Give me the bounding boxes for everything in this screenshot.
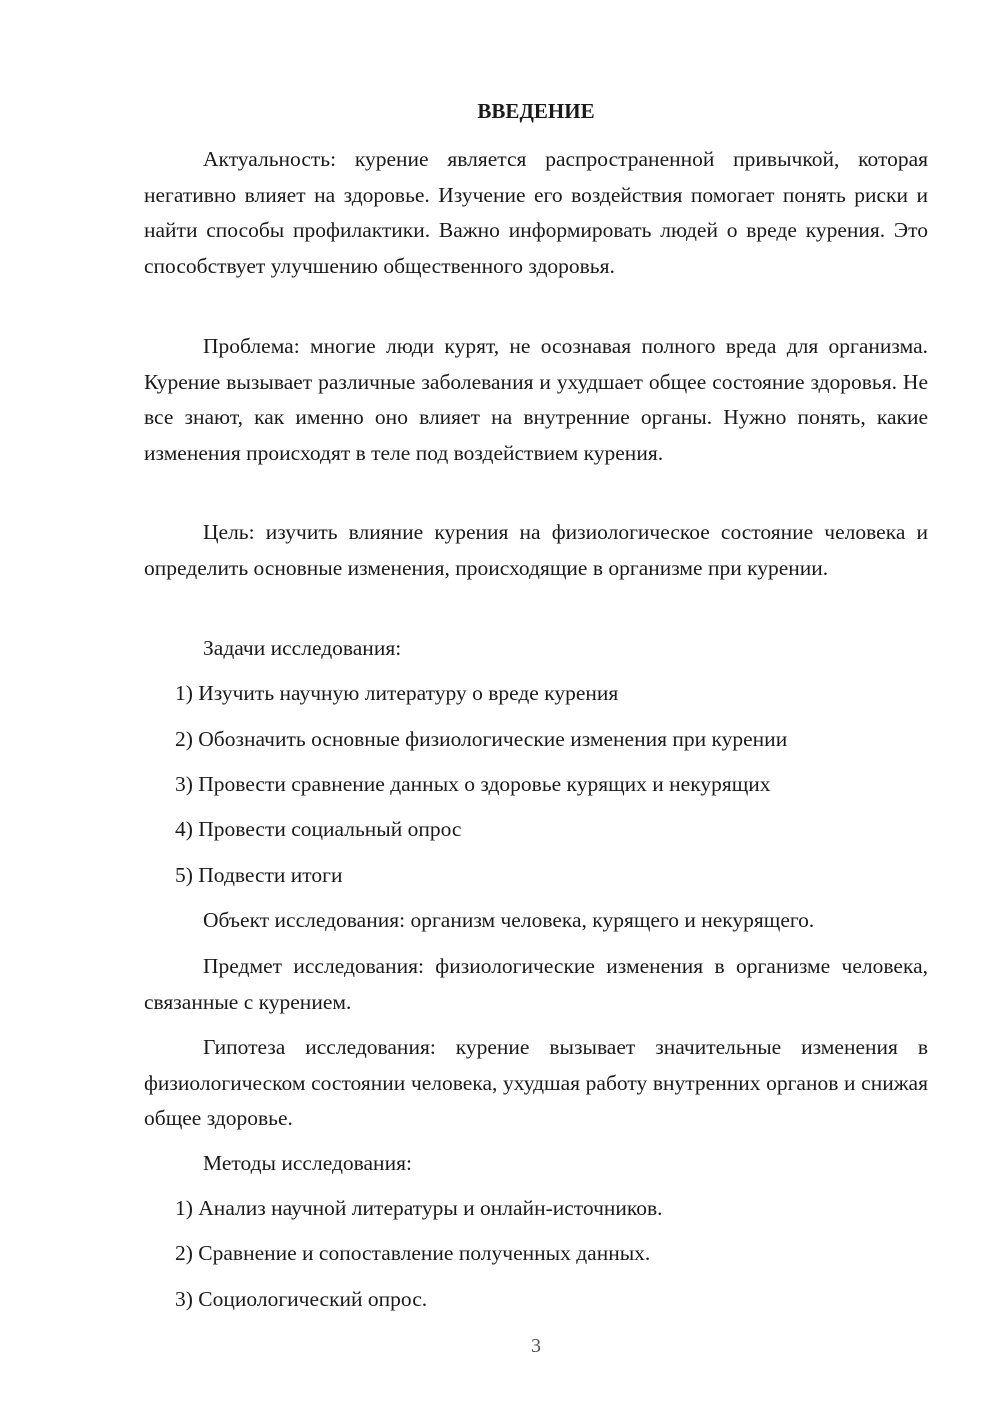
list-item: 2) Обозначить основные физиологические изменения при курении [175, 727, 788, 751]
page-title: ВВЕДЕНИЕ [477, 99, 595, 123]
list-item: 2) Сравнение и сопоставление полученных данных. [175, 1241, 651, 1265]
page-number: 3 [531, 1335, 541, 1357]
document-page [144, 0, 928, 1414]
list-item: 5) Подвести итоги [175, 863, 343, 887]
list-item: 3) Социологический опрос. [175, 1287, 428, 1311]
goal-paragraph: Цель: изучить влияние курения на физиологическое состояние человека и определить основные изменения, происходящие в организме при курении. [144, 520, 928, 580]
tasks-heading: Задачи исследования: [203, 636, 402, 660]
list-item: 1) Анализ научной литературы и онлайн-источников. [175, 1196, 663, 1220]
relevance-paragraph: Актуальность: курение является распространенной привычкой, которая негативно влияет на здоровье. Изучение его воздействия помогает понять риски и найти способы профилактики. Важно информировать людей о вреде курения. Это способствует улучшению общественного здоровья. [144, 147, 928, 278]
subject-paragraph: Предмет исследования: физиологические изменения в организме человека, связанные с курением. [144, 954, 928, 1014]
methods-heading: Методы исследования: [203, 1151, 412, 1175]
list-item: 4) Провести социальный опрос [175, 817, 462, 841]
object-paragraph: Объект исследования: организм человека, курящего и некурящего. [203, 908, 815, 932]
hypothesis-paragraph: Гипотеза исследования: курение вызывает значительные изменения в физиологическом состоянии человека, ухудшая работу внутренних органов и снижая общее здоровье. [144, 1035, 928, 1130]
list-item: 1) Изучить научную литературу о вреде курения [175, 681, 619, 705]
problem-paragraph: Проблема: многие люди курят, не осознавая полного вреда для организма. Курение вызывает различные заболевания и ухудшает общее состояние здоровья. Не все знают, как именно оно влияет на внутренние органы. Нужно понять, какие изменения происходят в теле под воздействием курения. [144, 334, 928, 465]
list-item: 3) Провести сравнение данных о здоровье курящих и некурящих [175, 772, 771, 796]
